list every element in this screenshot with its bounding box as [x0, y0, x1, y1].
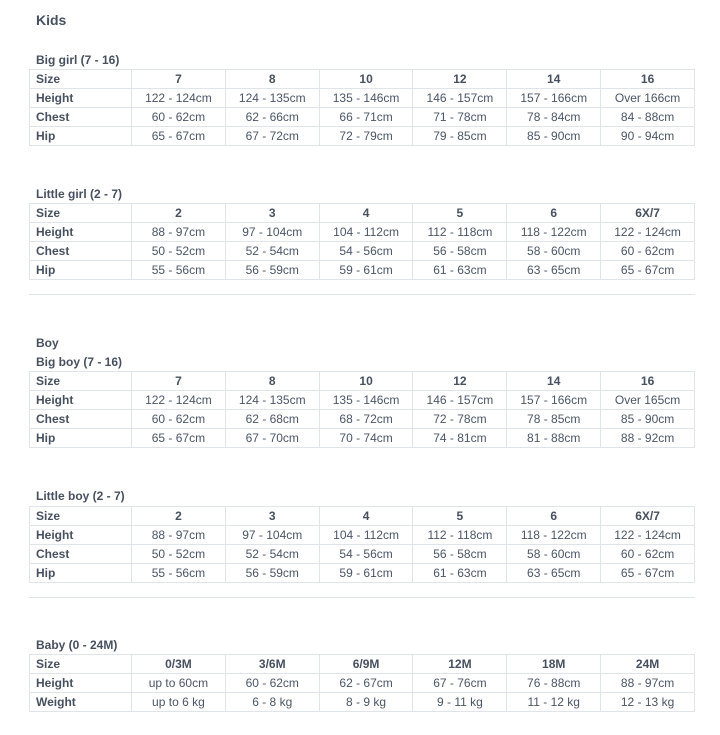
table-cell: 54 - 56cm [319, 242, 413, 261]
table-cell: 50 - 52cm [132, 545, 226, 564]
table-cell: 60 - 62cm [132, 410, 226, 429]
table-cell: 65 - 67cm [601, 261, 695, 280]
table-cell: 61 - 63cm [413, 261, 507, 280]
table-cell: 3 [225, 204, 319, 223]
row-label: Height [30, 391, 132, 410]
table-cell: Over 166cm [601, 89, 695, 108]
table-cell: 4 [319, 204, 413, 223]
table-cell: 76 - 88cm [507, 674, 601, 693]
row-label: Height [30, 223, 132, 242]
table-row [30, 674, 695, 693]
table-cell: 60 - 62cm [601, 545, 695, 564]
size-table-big-boy [29, 371, 695, 448]
table-cell: 122 - 124cm [132, 391, 226, 410]
table-cell: 74 - 81cm [413, 429, 507, 448]
table-cell: 88 - 92cm [601, 429, 695, 448]
table-cell: 88 - 97cm [601, 674, 695, 693]
table-row [30, 693, 695, 712]
table-cell: 67 - 72cm [225, 127, 319, 146]
row-label: Chest [30, 108, 132, 127]
section-divider [29, 597, 695, 598]
table-cell: 9 - 11 kg [413, 693, 507, 712]
section-heading-big-boy: Big boy (7 - 16) [36, 355, 123, 369]
table-cell: 2 [132, 507, 226, 526]
table-cell: 88 - 97cm [132, 526, 226, 545]
table-cell: 52 - 54cm [225, 242, 319, 261]
table-cell: 56 - 58cm [413, 242, 507, 261]
table-cell: 104 - 112cm [319, 223, 413, 242]
table-cell: 65 - 67cm [132, 429, 226, 448]
table-cell: 16 [601, 70, 695, 89]
table-cell: 60 - 62cm [225, 674, 319, 693]
table-cell: 56 - 59cm [225, 564, 319, 583]
table-cell: 52 - 54cm [225, 545, 319, 564]
table-cell: 157 - 166cm [507, 89, 601, 108]
row-label: Hip [30, 429, 132, 448]
table-cell: 5 [413, 507, 507, 526]
table-cell: 12 [413, 70, 507, 89]
table-cell: 85 - 90cm [601, 410, 695, 429]
table-cell: 7 [132, 372, 226, 391]
row-label: Chest [30, 242, 132, 261]
table-cell: 56 - 58cm [413, 545, 507, 564]
table-cell: 24M [601, 655, 695, 674]
table-cell: 71 - 78cm [413, 108, 507, 127]
table-cell: 72 - 79cm [319, 127, 413, 146]
row-label: Size [30, 204, 132, 223]
row-label: Chest [30, 410, 132, 429]
section-heading-big-girl: Big girl (7 - 16) [36, 53, 120, 67]
table-cell: 60 - 62cm [601, 242, 695, 261]
table-row [30, 204, 695, 223]
table-row [30, 655, 695, 674]
table-cell: 118 - 122cm [507, 526, 601, 545]
row-label: Size [30, 655, 132, 674]
table-cell: 11 - 12 kg [507, 693, 601, 712]
table-cell: 124 - 135cm [225, 89, 319, 108]
table-cell: 54 - 56cm [319, 545, 413, 564]
table-cell: 10 [319, 70, 413, 89]
size-table-big-girl [29, 69, 695, 146]
table-cell: 60 - 62cm [132, 108, 226, 127]
table-row [30, 89, 695, 108]
table-row [30, 391, 695, 410]
table-cell: 72 - 78cm [413, 410, 507, 429]
table-cell: 97 - 104cm [225, 526, 319, 545]
table-cell: 8 [225, 372, 319, 391]
table-cell: 78 - 84cm [507, 108, 601, 127]
table-cell: 55 - 56cm [132, 564, 226, 583]
table-cell: 4 [319, 507, 413, 526]
table-cell: 112 - 118cm [413, 526, 507, 545]
table-row [30, 545, 695, 564]
table-cell: 6 [507, 204, 601, 223]
table-row [30, 564, 695, 583]
table-cell: 135 - 146cm [319, 391, 413, 410]
table-cell: 84 - 88cm [601, 108, 695, 127]
section-divider [29, 294, 695, 295]
table-cell: 146 - 157cm [413, 391, 507, 410]
table-row [30, 223, 695, 242]
table-cell: 157 - 166cm [507, 391, 601, 410]
section-heading-little-boy: Little boy (2 - 7) [36, 489, 125, 503]
table-cell: up to 60cm [132, 674, 226, 693]
table-row [30, 526, 695, 545]
row-label: Weight [30, 693, 132, 712]
table-cell: 124 - 135cm [225, 391, 319, 410]
row-label: Hip [30, 564, 132, 583]
table-cell: 58 - 60cm [507, 242, 601, 261]
table-cell: 81 - 88cm [507, 429, 601, 448]
size-table-little-girl [29, 203, 695, 280]
table-cell: 0/3M [132, 655, 226, 674]
table-cell: 50 - 52cm [132, 242, 226, 261]
table-cell: 85 - 90cm [507, 127, 601, 146]
table-cell: 62 - 68cm [225, 410, 319, 429]
table-cell: 67 - 76cm [413, 674, 507, 693]
row-label: Size [30, 70, 132, 89]
table-cell: 6 - 8 kg [225, 693, 319, 712]
row-label: Size [30, 507, 132, 526]
row-label: Height [30, 526, 132, 545]
table-row [30, 70, 695, 89]
boy-heading: Boy [36, 336, 59, 350]
table-cell: 3/6M [225, 655, 319, 674]
table-cell: 58 - 60cm [507, 545, 601, 564]
table-cell: 12 [413, 372, 507, 391]
table-cell: 14 [507, 70, 601, 89]
row-label: Height [30, 89, 132, 108]
table-cell: 122 - 124cm [601, 526, 695, 545]
table-cell: 6X/7 [601, 204, 695, 223]
table-row [30, 410, 695, 429]
table-cell: 18M [507, 655, 601, 674]
table-row [30, 507, 695, 526]
table-cell: 6/9M [319, 655, 413, 674]
table-cell: 63 - 65cm [507, 261, 601, 280]
table-cell: 6 [507, 507, 601, 526]
table-cell: 118 - 122cm [507, 223, 601, 242]
table-cell: 3 [225, 507, 319, 526]
table-cell: 8 [225, 70, 319, 89]
table-cell: 90 - 94cm [601, 127, 695, 146]
table-cell: 55 - 56cm [132, 261, 226, 280]
table-cell: 68 - 72cm [319, 410, 413, 429]
row-label: Size [30, 372, 132, 391]
table-cell: 122 - 124cm [132, 89, 226, 108]
table-row [30, 242, 695, 261]
row-label: Height [30, 674, 132, 693]
table-cell: 146 - 157cm [413, 89, 507, 108]
row-label: Hip [30, 261, 132, 280]
table-cell: 7 [132, 70, 226, 89]
table-row [30, 372, 695, 391]
table-row [30, 429, 695, 448]
row-label: Chest [30, 545, 132, 564]
size-table-baby [29, 654, 695, 712]
table-cell: 122 - 124cm [601, 223, 695, 242]
table-cell: 104 - 112cm [319, 526, 413, 545]
table-cell: up to 6 kg [132, 693, 226, 712]
table-cell: 97 - 104cm [225, 223, 319, 242]
table-cell: 59 - 61cm [319, 261, 413, 280]
table-cell: 61 - 63cm [413, 564, 507, 583]
table-cell: 62 - 66cm [225, 108, 319, 127]
table-cell: 12M [413, 655, 507, 674]
table-cell: 59 - 61cm [319, 564, 413, 583]
table-cell: 135 - 146cm [319, 89, 413, 108]
table-cell: 63 - 65cm [507, 564, 601, 583]
table-cell: 56 - 59cm [225, 261, 319, 280]
table-cell: 65 - 67cm [601, 564, 695, 583]
page-title: Kids [36, 12, 67, 28]
table-cell: 16 [601, 372, 695, 391]
size-table-little-boy [29, 506, 695, 583]
table-row [30, 261, 695, 280]
table-cell: 79 - 85cm [413, 127, 507, 146]
table-row [30, 127, 695, 146]
table-cell: 65 - 67cm [132, 127, 226, 146]
row-label: Hip [30, 127, 132, 146]
table-cell: 14 [507, 372, 601, 391]
table-cell: 12 - 13 kg [601, 693, 695, 712]
table-cell: 8 - 9 kg [319, 693, 413, 712]
table-cell: 112 - 118cm [413, 223, 507, 242]
table-cell: 2 [132, 204, 226, 223]
table-cell: 67 - 70cm [225, 429, 319, 448]
section-heading-baby: Baby (0 - 24M) [36, 638, 118, 652]
table-cell: 5 [413, 204, 507, 223]
section-heading-little-girl: Little girl (2 - 7) [36, 187, 123, 201]
table-cell: 78 - 85cm [507, 410, 601, 429]
table-row [30, 108, 695, 127]
table-cell: 6X/7 [601, 507, 695, 526]
table-cell: 10 [319, 372, 413, 391]
table-cell: 62 - 67cm [319, 674, 413, 693]
table-cell: 88 - 97cm [132, 223, 226, 242]
table-cell: Over 165cm [601, 391, 695, 410]
table-cell: 66 - 71cm [319, 108, 413, 127]
table-cell: 70 - 74cm [319, 429, 413, 448]
